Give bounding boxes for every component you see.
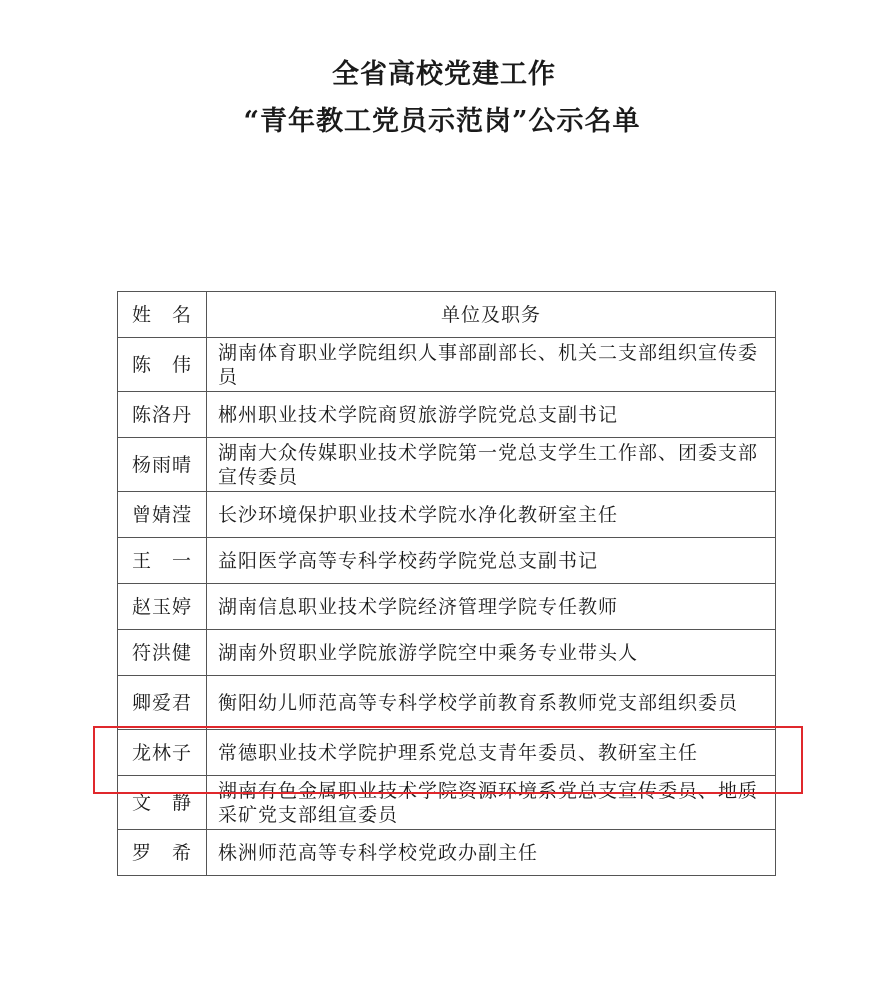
table-row [118, 338, 776, 392]
cell-unit: 湖南体育职业学院组织人事部副部长、机关二支部组织宣传委员 [207, 338, 776, 392]
document-subtitle: “青年教工党员示范岗”公示名单 [243, 106, 641, 137]
cell-unit: 湖南信息职业技术学院经济管理学院专任教师 [207, 584, 776, 630]
cell-name: 符洪健 [118, 630, 207, 676]
cell-name: 王 一 [118, 538, 207, 584]
table-row [118, 584, 776, 630]
cell-unit: 湖南外贸职业学院旅游学院空中乘务专业带头人 [207, 630, 776, 676]
cell-unit: 长沙环境保护职业技术学院水净化教研室主任 [207, 492, 776, 538]
cell-name: 龙林子 [118, 730, 207, 776]
cell-name: 赵玉婷 [118, 584, 207, 630]
cell-name: 罗 希 [118, 830, 207, 876]
table-row [118, 492, 776, 538]
cell-unit: 常德职业技术学院护理系党总支青年委员、教研室主任 [207, 730, 776, 776]
table-row [118, 392, 776, 438]
cell-name: 文 静 [118, 776, 207, 830]
column-header-unit: 单位及职务 [207, 292, 776, 338]
cell-name: 卿爱君 [118, 676, 207, 730]
table-row [118, 630, 776, 676]
table-row [118, 830, 776, 876]
table-header-row [118, 292, 776, 338]
cell-unit: 株洲师范高等专科学校党政办副主任 [207, 830, 776, 876]
column-header-name: 姓 名 [118, 292, 207, 338]
table-row [118, 438, 776, 492]
cell-unit: 湖南大众传媒职业技术学院第一党总支学生工作部、团委支部宣传委员 [207, 438, 776, 492]
cell-unit: 郴州职业技术学院商贸旅游学院党总支副书记 [207, 392, 776, 438]
table-row [118, 776, 776, 830]
cell-name: 陈 伟 [118, 338, 207, 392]
roster-table [117, 291, 776, 876]
cell-unit: 益阳医学高等专科学校药学院党总支副书记 [207, 538, 776, 584]
cell-name: 陈洛丹 [118, 392, 207, 438]
table-row [118, 538, 776, 584]
cell-name: 杨雨晴 [118, 438, 207, 492]
cell-unit: 衡阳幼儿师范高等专科学校学前教育系教师党支部组织委员 [207, 676, 776, 730]
document-title: 全省高校党建工作 [332, 59, 556, 90]
table-row-highlighted [118, 730, 776, 776]
table-row [118, 676, 776, 730]
cell-unit: 湖南有色金属职业技术学院资源环境系党总支宣传委员、地质采矿党支部组宣委员 [207, 776, 776, 830]
cell-name: 曾婧滢 [118, 492, 207, 538]
